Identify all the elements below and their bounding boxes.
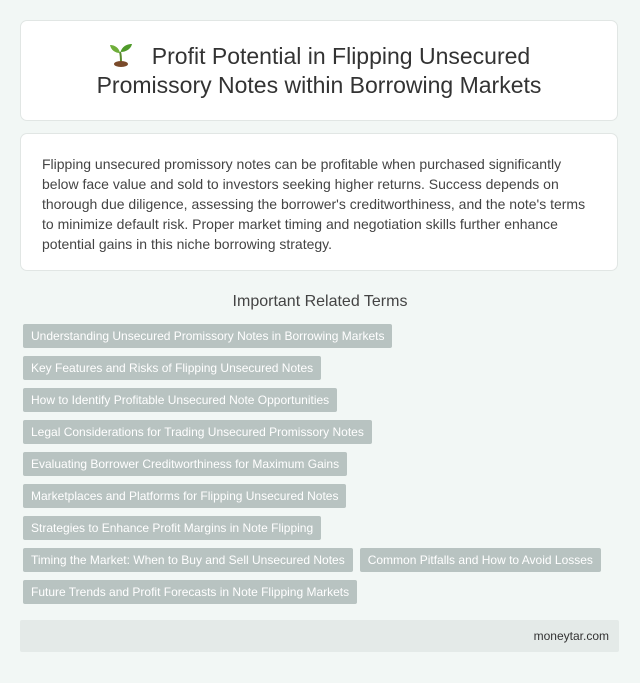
related-term-tag[interactable]: How to Identify Profitable Unsecured Note Opportunities (23, 388, 337, 412)
related-term-tag[interactable]: Strategies to Enhance Profit Margins in Note Flipping (23, 516, 321, 540)
sprout-icon (108, 43, 134, 67)
summary-text: Flipping unsecured promissory notes can be profitable when purchased significantly below face value and sold to investors seeking higher returns. Success depends on thorough due diligence, assessing the borrower's creditworthiness, and the note's terms to minimize default risk. Proper market timing and negotiation skills further enhance potential gains in this niche borrowing strategy. (42, 156, 586, 252)
title-card (20, 20, 618, 121)
related-term-tag[interactable]: Common Pitfalls and How to Avoid Losses (360, 548, 601, 572)
related-terms-list (23, 324, 623, 604)
related-term-tag[interactable]: Evaluating Borrower Creditworthiness for Maximum Gains (23, 452, 347, 476)
related-term-tag[interactable]: Legal Considerations for Trading Unsecured Promissory Notes (23, 420, 372, 444)
title-line-2: Promissory Notes within Borrowing Markets (96, 71, 542, 98)
footer-site-name: moneytar.com (533, 629, 609, 643)
title-line-1: Profit Potential in Flipping Unsecured (151, 42, 531, 69)
related-term-tag[interactable]: Understanding Unsecured Promissory Notes in Borrowing Markets (23, 324, 392, 348)
footer (20, 620, 619, 652)
page-title (97, 42, 542, 100)
related-term-tag[interactable]: Future Trends and Profit Forecasts in Note Flipping Markets (23, 580, 357, 604)
related-term-tag[interactable]: Key Features and Risks of Flipping Unsecured Notes (23, 356, 321, 380)
related-terms-heading: Important Related Terms (232, 293, 408, 310)
related-term-tag[interactable]: Marketplaces and Platforms for Flipping Unsecured Notes (23, 484, 346, 508)
related-term-tag[interactable]: Timing the Market: When to Buy and Sell Unsecured Notes (23, 548, 353, 572)
summary-card (20, 133, 618, 271)
